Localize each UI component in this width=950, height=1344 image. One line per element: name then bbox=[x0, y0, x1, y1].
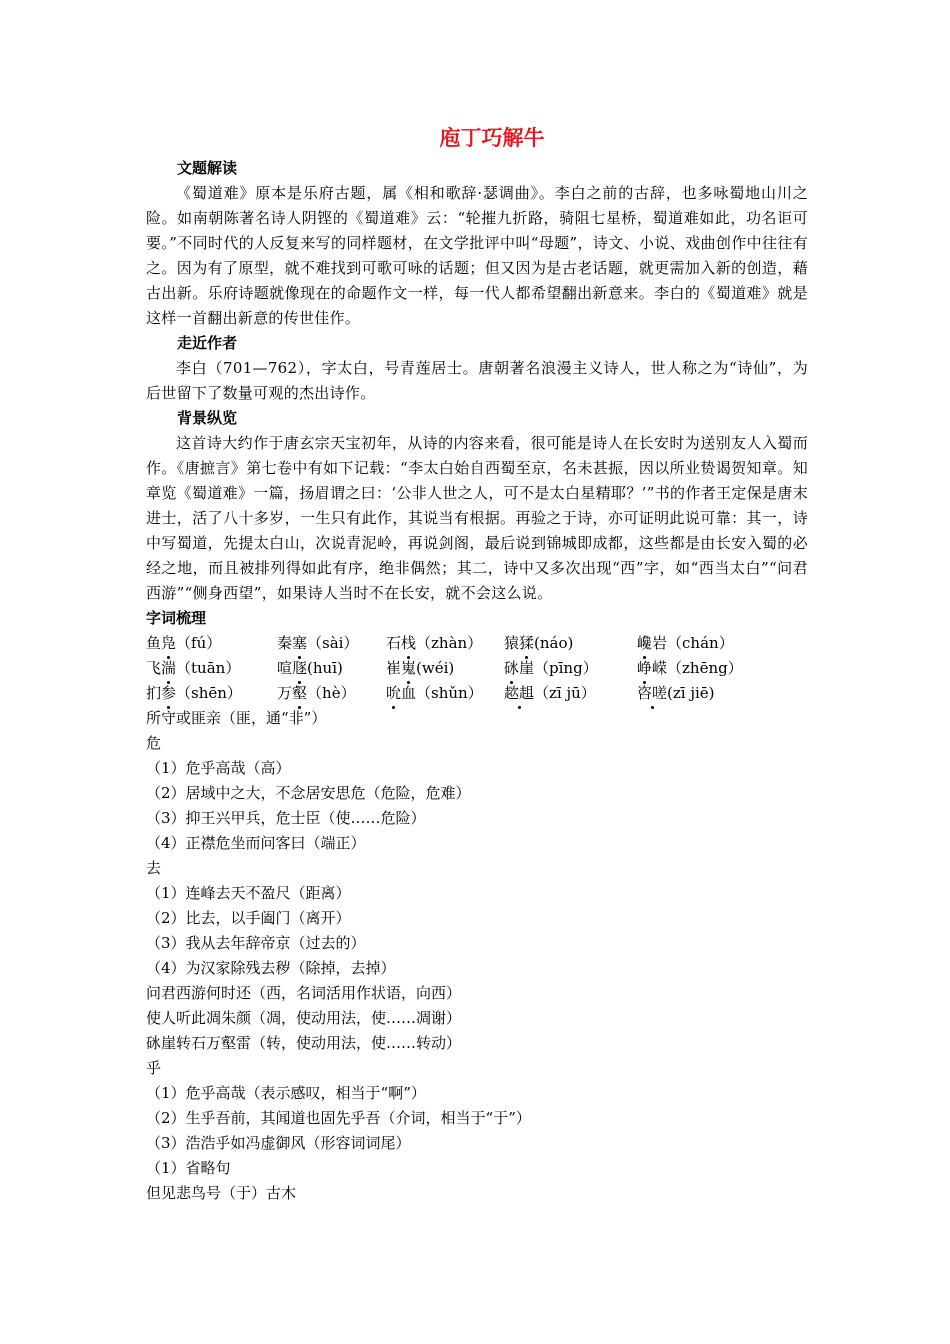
vocab-item bbox=[637, 656, 743, 681]
vocab-dotted-char: 巉 bbox=[637, 631, 652, 656]
text-line: 危 bbox=[146, 734, 162, 752]
vocab-pinyin: (huī) bbox=[307, 659, 343, 677]
vocab-dotted-char: 凫 bbox=[161, 631, 176, 656]
vocab-table bbox=[146, 631, 808, 706]
vocab-pinyin: (zī jiē) bbox=[667, 684, 715, 702]
text-line: （4）为汉家除残去秽（除掉，去掉） bbox=[146, 959, 396, 977]
vocab-char: 扪 bbox=[146, 684, 162, 702]
text-line: （2）生乎吾前，其闻道也固先乎吾（介词，相当于“于”） bbox=[146, 1109, 531, 1127]
vocab-item bbox=[277, 656, 343, 681]
vocab-item bbox=[146, 631, 221, 656]
vocab-dotted-char: 砯 bbox=[504, 656, 519, 681]
vocab-item bbox=[504, 681, 596, 706]
vocab-dotted-char: 吮 bbox=[386, 681, 401, 706]
vocab-item bbox=[386, 631, 482, 656]
vocab-char: 万 bbox=[277, 684, 293, 702]
vocab-pinyin: （sài） bbox=[307, 634, 359, 652]
vocab-pinyin: （zhēng） bbox=[667, 659, 743, 677]
vocab-pinyin: （shǔn） bbox=[416, 684, 483, 702]
vocab-char: 崖 bbox=[519, 659, 535, 677]
vocab-pinyin: （chán） bbox=[667, 634, 734, 652]
vocab-pinyin: （pīng） bbox=[534, 659, 598, 677]
text-line: 但见悲鸟号（于）古木 bbox=[146, 1184, 297, 1202]
vocab-row bbox=[146, 631, 808, 656]
text-line: （3）我从去年辞帝京（过去的） bbox=[146, 934, 366, 952]
vocab-item bbox=[277, 631, 358, 656]
vocab-item bbox=[637, 681, 715, 706]
vocab-dotted-char: 豗 bbox=[292, 656, 307, 681]
vocab-pinyin: （hè） bbox=[307, 684, 356, 702]
vocab-row bbox=[146, 656, 808, 681]
vocab-dotted-char: 嵬 bbox=[401, 656, 416, 681]
text-line: （1）危乎高哉（高） bbox=[146, 759, 291, 777]
text-line: 所守或匪亲（匪，通“非”） bbox=[146, 709, 327, 727]
text-line: （1）省略句 bbox=[146, 1159, 231, 1177]
vocab-pinyin: （shēn） bbox=[176, 684, 242, 702]
text-line: 使人听此凋朱颜（凋，使动用法，使……凋谢） bbox=[146, 1009, 462, 1027]
paragraph-zuozhe: 李白（701—762），字太白，号青莲居士。唐朝著名浪漫主义诗人，世人称之为“诗仙”，为后世留下了数量可观的杰出诗作。 bbox=[146, 359, 808, 402]
vocab-pinyin: （zī jū） bbox=[534, 684, 596, 702]
heading-beijing: 背景纵览 bbox=[177, 409, 238, 427]
vocab-char: 石 bbox=[386, 634, 402, 652]
heading-wenti: 文题解读 bbox=[177, 159, 238, 177]
text-line: 砯崖转石万壑雷（转，使动用法，使……转动） bbox=[146, 1034, 462, 1052]
vocab-item bbox=[504, 631, 573, 656]
heading-zici: 字词梳理 bbox=[146, 609, 207, 627]
paragraph-wenti: 《蜀道难》原本是乐府古题，属《相和歌辞·瑟调曲》。李白之前的古辞，也多咏蜀地山川之险。如南朝陈著名诗人阴铿的《蜀道难》云：“轮摧九折路，骑阻七星桥，蜀道难如此，功名讵可要。”不同时代的人反复来写的同样题材，在文学批评中叫“母题”，诗文、小说、戏曲创作中往往有之。因为有了原型，就不难找到可歌可咏的话题；但又因为是古老话题，就更需加入新的创造，藉古出新。乐府诗题就像现在的命题作文一样，每一代人都希望翻出新意来。李白的《蜀道难》就是这样一首翻出新意的传世佳作。 bbox=[146, 184, 808, 327]
vocab-dotted-char: 咨嗟 bbox=[637, 681, 667, 706]
text-line: 去 bbox=[146, 859, 162, 877]
text-line: （1）连峰去天不盈尺（距离） bbox=[146, 884, 351, 902]
vocab-char: 秦 bbox=[277, 634, 293, 652]
paragraph-beijing: 这首诗大约作于唐玄宗天宝初年，从诗的内容来看，很可能是诗人在长安时为送别友人入蜀而作。《唐摭言》第七卷中有如下记载：“李太白始自西蜀至京，名未甚振，因以所业贽谒贺知章。知章览《蜀道难》一篇，扬眉谓之曰：‘公非人世之人，可不是太白星精耶？’”书的作者王定保是唐末进士，活了八十多岁，一生只有此作，其说当有根据。再验之于诗，亦可证明此说可靠：其一，诗中写蜀道，先提太白山，次说青泥岭，再说剑阁，最后说到锦城即成都，这些都是由长安入蜀的必经之地，而且被排列得如此有序，绝非偶然；其二，诗中又多次出现“西”字，如“西当太白”“问君西游”“侧身西望”，如果诗人当时不在长安，就不会这么说。 bbox=[146, 434, 808, 602]
vocab-item bbox=[637, 631, 734, 656]
vocab-item bbox=[146, 656, 240, 681]
vocab-pinyin: （zhàn） bbox=[416, 634, 483, 652]
vocab-dotted-char: 峥 bbox=[637, 656, 652, 681]
vocab-dotted-char: 塞 bbox=[292, 631, 307, 656]
vocab-char: 崔 bbox=[386, 659, 402, 677]
vocab-item bbox=[146, 681, 242, 706]
page-title: 庖丁巧解牛 bbox=[439, 126, 545, 150]
vocab-char: 嵘 bbox=[652, 659, 668, 677]
vocab-item bbox=[386, 681, 483, 706]
vocab-char: 岩 bbox=[652, 634, 668, 652]
vocab-dotted-char: 参 bbox=[161, 681, 176, 706]
vocab-item bbox=[504, 656, 598, 681]
vocab-dotted-char: 壑 bbox=[292, 681, 307, 706]
vocab-char: 飞 bbox=[146, 659, 162, 677]
document-page bbox=[146, 122, 808, 1206]
line-list bbox=[146, 706, 808, 1206]
vocab-dotted-char: 猱 bbox=[519, 631, 534, 656]
vocab-dotted-char: 趑趄 bbox=[504, 681, 534, 706]
text-line: （1）危乎高哉（表示感叹，相当于“啊”） bbox=[146, 1084, 426, 1102]
vocab-char: 喧 bbox=[277, 659, 293, 677]
vocab-pinyin: （tuān） bbox=[176, 659, 241, 677]
vocab-pinyin: (wéi) bbox=[416, 659, 455, 677]
text-line: （3）抑王兴甲兵，危士臣（使……危险） bbox=[146, 809, 426, 827]
vocab-item bbox=[386, 656, 454, 681]
vocab-item bbox=[277, 681, 356, 706]
text-line: （4）正襟危坐而问客曰（端正） bbox=[146, 834, 366, 852]
vocab-pinyin: （fú） bbox=[176, 634, 222, 652]
vocab-char: 鱼 bbox=[146, 634, 162, 652]
vocab-pinyin: (náo) bbox=[534, 634, 574, 652]
vocab-dotted-char: 湍 bbox=[161, 656, 176, 681]
text-line: 乎 bbox=[146, 1059, 162, 1077]
text-line: （2）居域中之大，不念居安思危（危险，危难） bbox=[146, 784, 471, 802]
text-line: 问君西游何时还（西，名词活用作状语，向西） bbox=[146, 984, 462, 1002]
vocab-char: 血 bbox=[401, 684, 417, 702]
vocab-char: 猿 bbox=[504, 634, 520, 652]
text-line: （3）浩浩乎如冯虚御风（形容词词尾） bbox=[146, 1134, 411, 1152]
vocab-dotted-char: 栈 bbox=[401, 631, 416, 656]
heading-zuozhe: 走近作者 bbox=[177, 334, 238, 352]
vocab-row bbox=[146, 681, 808, 706]
text-line: （2）比去，以手阖门（离开） bbox=[146, 909, 351, 927]
